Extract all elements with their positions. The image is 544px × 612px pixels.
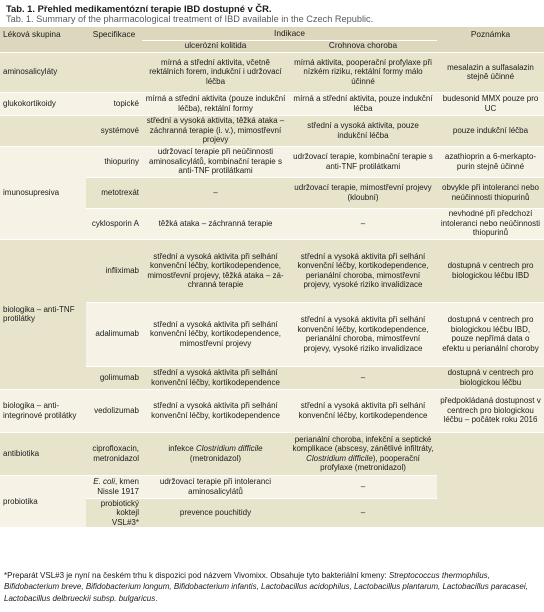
cell-ulcerative-colitis: prevence pouchitidy xyxy=(142,498,289,528)
cell-crohns-disease: perianální choroba, infekční a septické komplikace (abscesy, zánětlivé infiltráty, Clostridium difficile), pooperační profylaxe (metronidazol) xyxy=(289,432,437,475)
cell-ulcerative-colitis: udržovací terapie při intoleranci aminosalicylátů xyxy=(142,475,289,498)
table-row xyxy=(0,115,544,146)
table-row xyxy=(0,92,544,115)
cell-note: mesalazin a sulfasalazin stejně účinné xyxy=(437,52,544,92)
table-footnote xyxy=(4,570,540,604)
cell-group: probiotika xyxy=(0,475,86,528)
cell-crohns-disease: – xyxy=(289,366,437,389)
cell-ulcerative-colitis: těžká ataka – záchranná terapie xyxy=(142,208,289,239)
cell-specification: thiopuriny xyxy=(86,146,142,177)
table-row xyxy=(0,432,544,475)
cell-specification: E. coli, kmen Nissle 1917 xyxy=(86,475,142,498)
footnote-text: *Preparát VSL#3 je nyní na českém trhu k dispozici pod názvem Vivomixx. Obsahuje tyto bakteriální kmeny: xyxy=(4,571,389,580)
header-ulcerative-colitis: ulcerózní kolitida xyxy=(142,40,289,52)
table-row xyxy=(0,239,544,302)
cell-note: předpokládaná dostupnost v centrech pro biologickou léčbu – počátek roku 2016 xyxy=(437,389,544,432)
cell-note: azathioprin a 6-merkaptopurin stejně účinné xyxy=(437,146,544,177)
cell-ulcerative-colitis: střední a vysoká aktivita, těžká ataka – záchranná terapie (i. v.), mimostřevní projevy xyxy=(142,115,289,146)
cell-specification: ciprofloxacin, metronidazol xyxy=(86,432,142,475)
table-title-english: Tab. 1. Summary of the pharmacological treatment of IBD available in the Czech Republic. xyxy=(6,14,374,24)
cell-ulcerative-colitis: střední a vysoká aktivita při selhání konvenční léčby, kortikodependence xyxy=(142,366,289,389)
table-title-czech: Tab. 1. Přehled medikamentózní terapie IBD dostupné v ČR. xyxy=(6,3,272,14)
cell-group: biologika – anti-integrinové protilátky xyxy=(0,389,86,432)
header-group: Léková skupina xyxy=(0,27,86,52)
cell-note: dostupná v centrech pro biologickou léčbu xyxy=(437,366,544,389)
cell-crohns-disease: udržovací terapie, mimostřevní projevy (kloubní) xyxy=(289,177,437,208)
cell-ulcerative-colitis: mírná a střední aktivita, včetně rektálních forem, indukční i udržovací léčba xyxy=(142,52,289,92)
cell-note: dostupná v centrech pro biologickou léčbu IBD, pouze nepřímá data o efektu u perianální choroby xyxy=(437,302,544,366)
cell-crohns-disease: střední a vysoká aktivita při selhání konvenční léčby, kortikodependence, perianální choroba, mimostřevní projevy, vysoké riziko invalidizace xyxy=(289,302,437,366)
cell-crohns-disease: – xyxy=(289,475,437,498)
cell-specification: adalimumab xyxy=(86,302,142,366)
cell-specification: cyklosporin A xyxy=(86,208,142,239)
cell-crohns-disease: mírná aktivita, pooperační profylaxe při nízkém riziku, rektální formy málo účinné xyxy=(289,52,437,92)
cell-ulcerative-colitis: – xyxy=(142,177,289,208)
cell-specification: metotrexát xyxy=(86,177,142,208)
cell-ulcerative-colitis: udržovací terapie při neúčinnosti aminosalicylátů, kombinační terapie s anti-TNF protilátkami xyxy=(142,146,289,177)
cell-note xyxy=(437,432,544,528)
cell-group: aminosalicyláty xyxy=(0,52,86,92)
cell-ulcerative-colitis: střední a vysoká aktivita při selhání konvenční léčby, kortikodependence xyxy=(142,389,289,432)
cell-note: pouze indukční léčba xyxy=(437,115,544,146)
cell-group: glukokortikoidy xyxy=(0,92,86,115)
cell-crohns-disease: – xyxy=(289,498,437,528)
cell-group: biologika – anti-TNF protilátky xyxy=(0,239,86,389)
header-crohns-disease: Crohnova choroba xyxy=(289,40,437,52)
cell-ulcerative-colitis: infekce Clostridium difficile (metronidazol) xyxy=(142,432,289,475)
cell-crohns-disease: udržovací terapie, kombinační terapie s anti-TNF protilátkami xyxy=(289,146,437,177)
treatment-table xyxy=(0,27,544,528)
cell-specification: golimumab xyxy=(86,366,142,389)
header-note: Poznámka xyxy=(437,27,544,52)
cell-crohns-disease: střední a vysoká aktivita při selhání konvenční léčby, kortikodependence xyxy=(289,389,437,432)
cell-crohns-disease: – xyxy=(289,208,437,239)
cell-ulcerative-colitis: střední a vysoká aktivita při selhání konvenční léčby, kortikodependence, mimostřevní projevy, těžká ataka – záchranná terapie xyxy=(142,239,289,302)
cell-specification xyxy=(86,52,142,92)
header-specification: Specifikace xyxy=(86,27,142,52)
footnote-end: . xyxy=(155,593,158,603)
footnote-strains: Streptococcus thermophilus, Bifidobacterium breve, Bifidobacterium longum, Bifidobacterium infantis, Lactobacillus acidophilus, Lactobacillus plantarum, Lactobacillus paracasei, Lactobacillus delbrueckii subsp. bulgaricus xyxy=(4,571,528,603)
cell-group xyxy=(0,115,86,146)
header-indication: Indikace xyxy=(142,27,437,40)
cell-crohns-disease: střední a vysoká aktivita, pouze indukční léčba xyxy=(289,115,437,146)
cell-specification: infliximab xyxy=(86,239,142,302)
table-row xyxy=(0,52,544,92)
cell-group: imunosupresiva xyxy=(0,146,86,239)
cell-note: obvykle při intoleranci nebo neúčinnosti thiopurinů xyxy=(437,177,544,208)
cell-group: antibiotika xyxy=(0,432,86,475)
cell-specification: systémové xyxy=(86,115,142,146)
table-body xyxy=(0,52,544,528)
cell-note: dostupná v centrech pro biologickou léčbu IBD xyxy=(437,239,544,302)
table-row xyxy=(0,389,544,432)
cell-specification: topické xyxy=(86,92,142,115)
cell-crohns-disease: mírná a střední aktivita, pouze indukční léčba xyxy=(289,92,437,115)
cell-ulcerative-colitis: střední a vysoká aktivita při selhání konvenční léčby, kortikodependence, mimostřevní projevy xyxy=(142,302,289,366)
cell-crohns-disease: střední a vysoká aktivita při selhání konvenční léčby, kortikodependence, perianální choroba, mimostřevní projevy, vysoké riziko invalidizace xyxy=(289,239,437,302)
cell-note: nevhodné při předchozí intoleranci nebo neúčinnosti thiopurinů xyxy=(437,208,544,239)
table-row xyxy=(0,146,544,177)
cell-specification: vedolizumab xyxy=(86,389,142,432)
cell-specification: probiotický koktejl VSL#3* xyxy=(86,498,142,528)
cell-ulcerative-colitis: mírná a střední aktivita (pouze indukční léčba), rektální formy xyxy=(142,92,289,115)
table-header xyxy=(0,27,544,52)
cell-note: budesonid MMX pouze pro UC xyxy=(437,92,544,115)
